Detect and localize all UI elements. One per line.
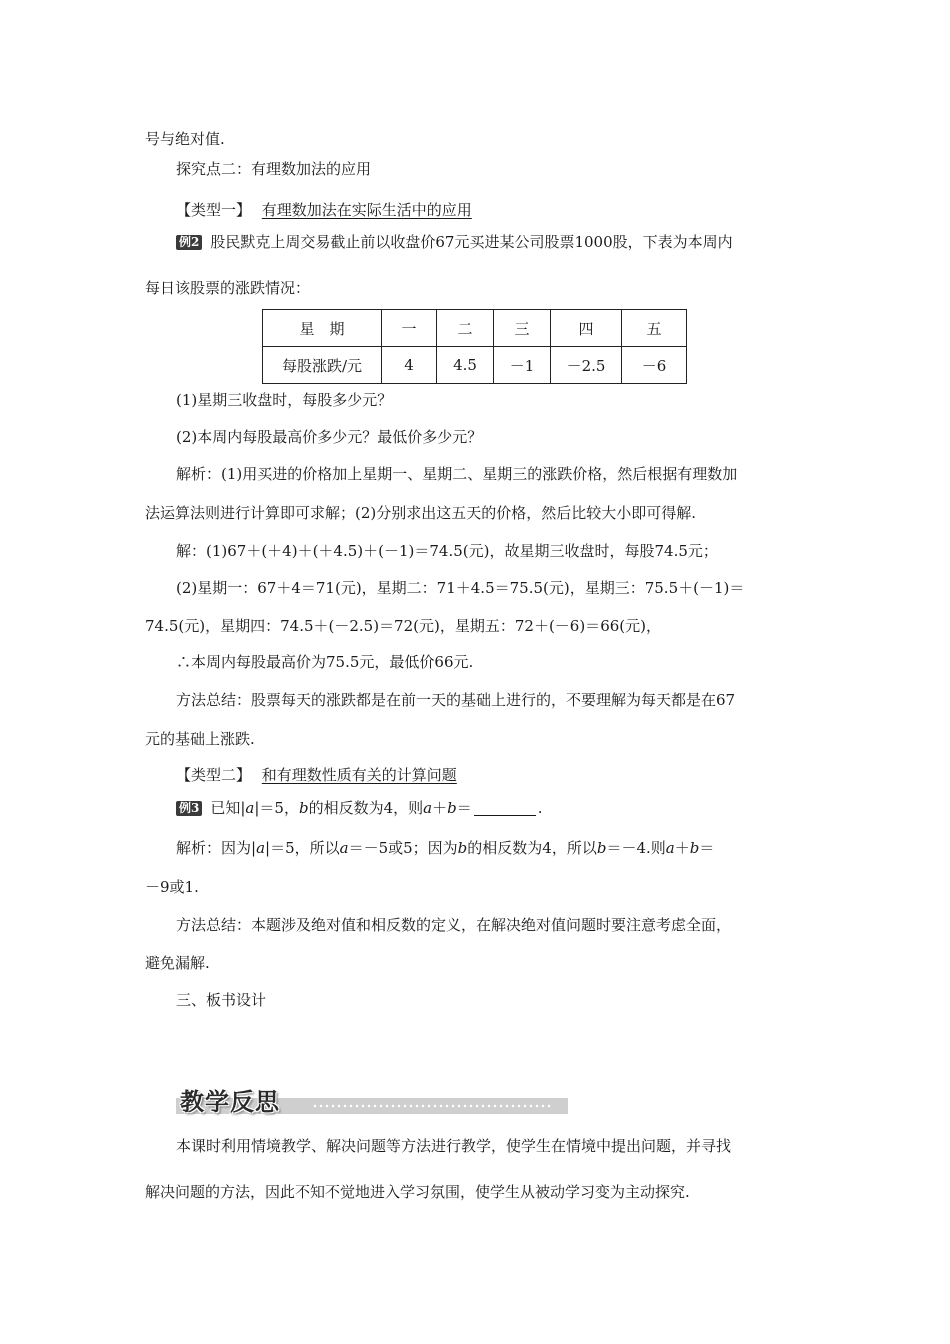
analysis-part: |＝5，所以 xyxy=(265,839,340,857)
text-line: 每日该股票的涨跌情况： xyxy=(145,279,311,297)
solution-text: 74.5(元)，星期四：74.5＋(－2.5)＝72(元)，星期五：72＋(－6)＝66(元)， xyxy=(145,617,661,635)
solution-text: (2)星期一：67＋4＝71(元)，星期二：71＋4.5＝75.5(元)，星期三：75.5＋(－1)＝ xyxy=(176,579,745,597)
banner-dots xyxy=(312,1104,552,1108)
type-title: 和有理数性质有关的计算问题 xyxy=(261,766,457,784)
table-cell: －2.5 xyxy=(551,347,622,384)
reflection-text: 解决问题的方法，因此不知不觉地进入学习氛围，使学生从被动学习变为主动探究. xyxy=(145,1183,690,1201)
variable: a xyxy=(245,799,255,817)
example-line xyxy=(176,798,841,818)
example-line xyxy=(176,232,841,252)
method-summary: 元的基础上涨跌. xyxy=(145,730,255,748)
analysis-text: 解析：(1)用买进的价格加上星期一、星期二、星期三的涨跌价格，然后根据有理数加 xyxy=(176,465,738,483)
analysis-part: 的相反数为4，所以 xyxy=(467,839,597,857)
reflection-text: 本课时利用情境教学、解决问题等方法进行教学，使学生在情境中提出问题，并寻找 xyxy=(176,1137,732,1155)
type-heading xyxy=(176,200,841,220)
example-text: 的相反数为4，则 xyxy=(308,799,424,817)
solution-text: ∴本周内每股最高价为75.5元，最低价66元. xyxy=(176,653,474,671)
type-tag: 【类型一】 xyxy=(176,201,252,219)
table-row xyxy=(263,347,687,384)
solution-text: 解：(1)67＋(＋4)＋(＋4.5)＋(－1)＝74.5(元)，故星期三收盘时，每股74.5元； xyxy=(176,542,718,560)
variable: b xyxy=(298,799,309,817)
subsection-heading: 探究点二：有理数加法的应用 xyxy=(176,160,372,178)
type-title: 有理数加法在实际生活中的应用 xyxy=(261,201,472,219)
variable: b xyxy=(457,839,468,857)
variable: b xyxy=(689,839,700,857)
text-line: 号与绝对值. xyxy=(145,130,225,148)
table-cell: 每股涨跌/元 xyxy=(263,347,382,384)
type-tag: 【类型二】 xyxy=(176,766,252,784)
example-text: ＋ xyxy=(432,799,448,817)
method-summary: 方法总结：本题涉及绝对值和相反数的定义，在解决绝对值问题时要注意考虑全面， xyxy=(176,916,732,934)
analysis-text xyxy=(176,838,841,858)
answer-blank xyxy=(474,801,536,816)
example-text: . xyxy=(537,799,543,817)
analysis-part: ＝ xyxy=(699,839,715,857)
example-text: ＝ xyxy=(456,799,472,817)
variable: b xyxy=(596,839,607,857)
method-summary: 方法总结：股票每天的涨跌都是在前一天的基础上进行的，不要理解为每天都是在67 xyxy=(176,691,736,709)
variable: a xyxy=(339,839,349,857)
stock-change-table xyxy=(262,309,687,384)
table-row xyxy=(263,310,687,347)
analysis-text: 法运算法则进行计算即可求解；(2)分别求出这五天的价格，然后比较大小即可得解. xyxy=(145,504,697,522)
example-text: 股民默克上周交易截止前以收盘价67元买进某公司股票1000股，下表为本周内 xyxy=(210,233,733,251)
variable: a xyxy=(256,839,266,857)
reflection-title: 教学反思 xyxy=(180,1088,280,1116)
analysis-part: ＋ xyxy=(674,839,690,857)
question-2: (2)本周内每股最高价多少元？最低价多少元？ xyxy=(176,428,483,446)
section-heading: 三、板书设计 xyxy=(176,991,267,1009)
question-1: (1)星期三收盘时，每股多少元？ xyxy=(176,391,393,409)
analysis-part: ＝－5或5；因为 xyxy=(348,839,458,857)
table-cell: 三 xyxy=(494,310,551,347)
table-cell: 四 xyxy=(551,310,622,347)
table-cell: 4.5 xyxy=(437,347,494,384)
analysis-text: －9或1. xyxy=(145,878,199,896)
table-cell: 二 xyxy=(437,310,494,347)
analysis-part: ＝－4.则 xyxy=(606,839,666,857)
method-summary: 避免漏解. xyxy=(145,954,210,972)
table-cell: －1 xyxy=(494,347,551,384)
type-heading xyxy=(176,765,841,785)
table-cell: 4 xyxy=(382,347,437,384)
example-badge: 例3 xyxy=(176,801,202,816)
variable: a xyxy=(665,839,675,857)
table-cell: 星 期 xyxy=(263,310,382,347)
table-cell: －6 xyxy=(622,347,687,384)
analysis-part: 解析：因为| xyxy=(176,839,257,857)
example-text: |＝5， xyxy=(254,799,299,817)
example-badge: 例2 xyxy=(176,235,202,250)
example-text: 已知| xyxy=(210,799,246,817)
variable: b xyxy=(447,799,457,817)
table-cell: 五 xyxy=(622,310,687,347)
variable: a xyxy=(423,799,433,817)
table-cell: 一 xyxy=(382,310,437,347)
